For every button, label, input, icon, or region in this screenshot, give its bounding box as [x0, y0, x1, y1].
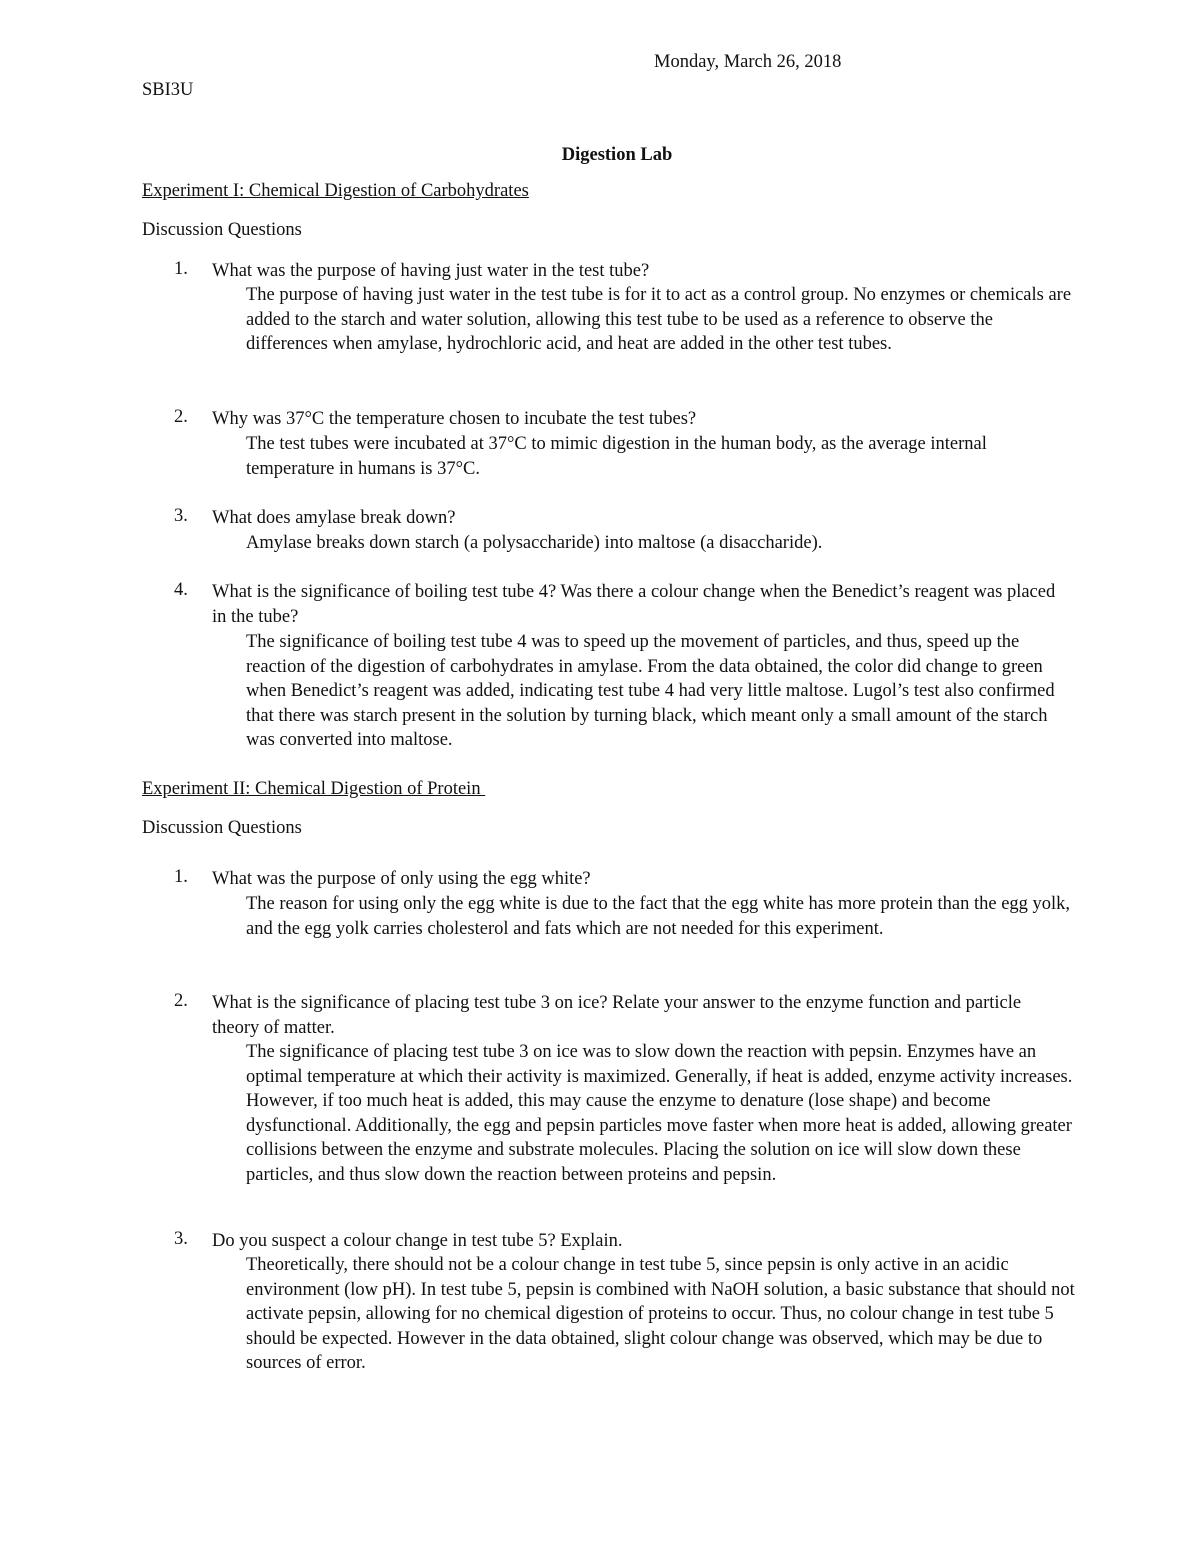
- answer-text: The test tubes were incubated at 37°C to mimic digestion in the human body, as the average internal temperature in humans is 37°C.: [246, 434, 987, 479]
- question-text: What does amylase break down?: [212, 508, 456, 528]
- answer-text: The reason for using only the egg white is due to the fact that the egg white has more protein than the egg yolk, and the egg yolk carries cholesterol and fats which are not needed for this experiment.: [246, 894, 1071, 939]
- question-number: 2.: [174, 407, 188, 427]
- question-number: 1.: [174, 259, 188, 279]
- question-number: 2.: [174, 991, 188, 1011]
- answer-text: Theoretically, there should not be a colour change in test tube 5, since pepsin is only active in an acidic environment (low pH). In test tube 5, pepsin is combined with NaOH solution, a basic substance that should not activate pepsin, allowing for no chemical digestion of proteins to occur. Thus, no colour change in test tube 5 should be expected. However in the data obtained, slight colour change was observed, which may be due to sources of error.: [246, 1255, 1075, 1374]
- question-text: What was the purpose of only using the egg white?: [212, 869, 591, 889]
- answer-text: The significance of boiling test tube 4 was to speed up the movement of particles, and thus, speed up the reaction of the digestion of carbohydrates in amylase. From the data obtained, the color did change to green when Benedict’s reagent was added, indicating test tube 4 had very little maltose. Lugol’s test also confirmed that there was starch present in the solution by turning black, which meant only a small amount of the starch was converted into maltose.: [246, 632, 1055, 751]
- experiment-1-subheading: Discussion Questions: [142, 220, 302, 240]
- answer-text: The purpose of having just water in the test tube is for it to act as a control group. No enzymes or chemicals are added to the starch and water solution, allowing this test tube to be used as a reference to observe the differences when amylase, hydrochloric acid, and heat are added in the other test tubes.: [246, 285, 1072, 355]
- question-number: 4.: [174, 580, 188, 600]
- course-code: SBI3U: [142, 80, 194, 100]
- question-number: 3.: [174, 506, 188, 526]
- question-number: 3.: [174, 1229, 188, 1249]
- question-text: Why was 37°C the temperature chosen to incubate the test tubes?: [212, 409, 697, 429]
- document-title: Digestion Lab: [561, 145, 673, 165]
- experiment-1-heading: Experiment I: Chemical Digestion of Carbohydrates: [142, 181, 529, 201]
- experiment-2-subheading: Discussion Questions: [142, 818, 302, 838]
- question-text: What is the significance of boiling test tube 4? Was there a colour change when the Benedict’s reagent was placed in the tube?: [212, 582, 1056, 627]
- question-number: 1.: [174, 867, 188, 887]
- question-text: What is the significance of placing test tube 3 on ice? Relate your answer to the enzyme function and particle theory of matter.: [212, 993, 1022, 1038]
- question-text: What was the purpose of having just water in the test tube?: [212, 261, 650, 281]
- question-text: Do you suspect a colour change in test tube 5? Explain.: [212, 1231, 623, 1251]
- answer-text: Amylase breaks down starch (a polysaccharide) into maltose (a disaccharide).: [246, 533, 823, 553]
- experiment-2-heading: Experiment II: Chemical Digestion of Protein: [142, 779, 486, 799]
- answer-text: The significance of placing test tube 3 on ice was to slow down the reaction with pepsin. Enzymes have an optimal temperature at which their activity is maximized. Generally, if heat is added, enzyme activity increases. However, if too much heat is added, this may cause the enzyme to denature (lose shape) and become dysfunctional. Additionally, the egg and pepsin particles move faster when more heat is added, allowing greater collisions between the enzyme and substrate molecules. Placing the solution on ice will slow down these particles, and thus slow down the reaction between proteins and pepsin.: [246, 1042, 1073, 1185]
- document-date: Monday, March 26, 2018: [654, 52, 842, 72]
